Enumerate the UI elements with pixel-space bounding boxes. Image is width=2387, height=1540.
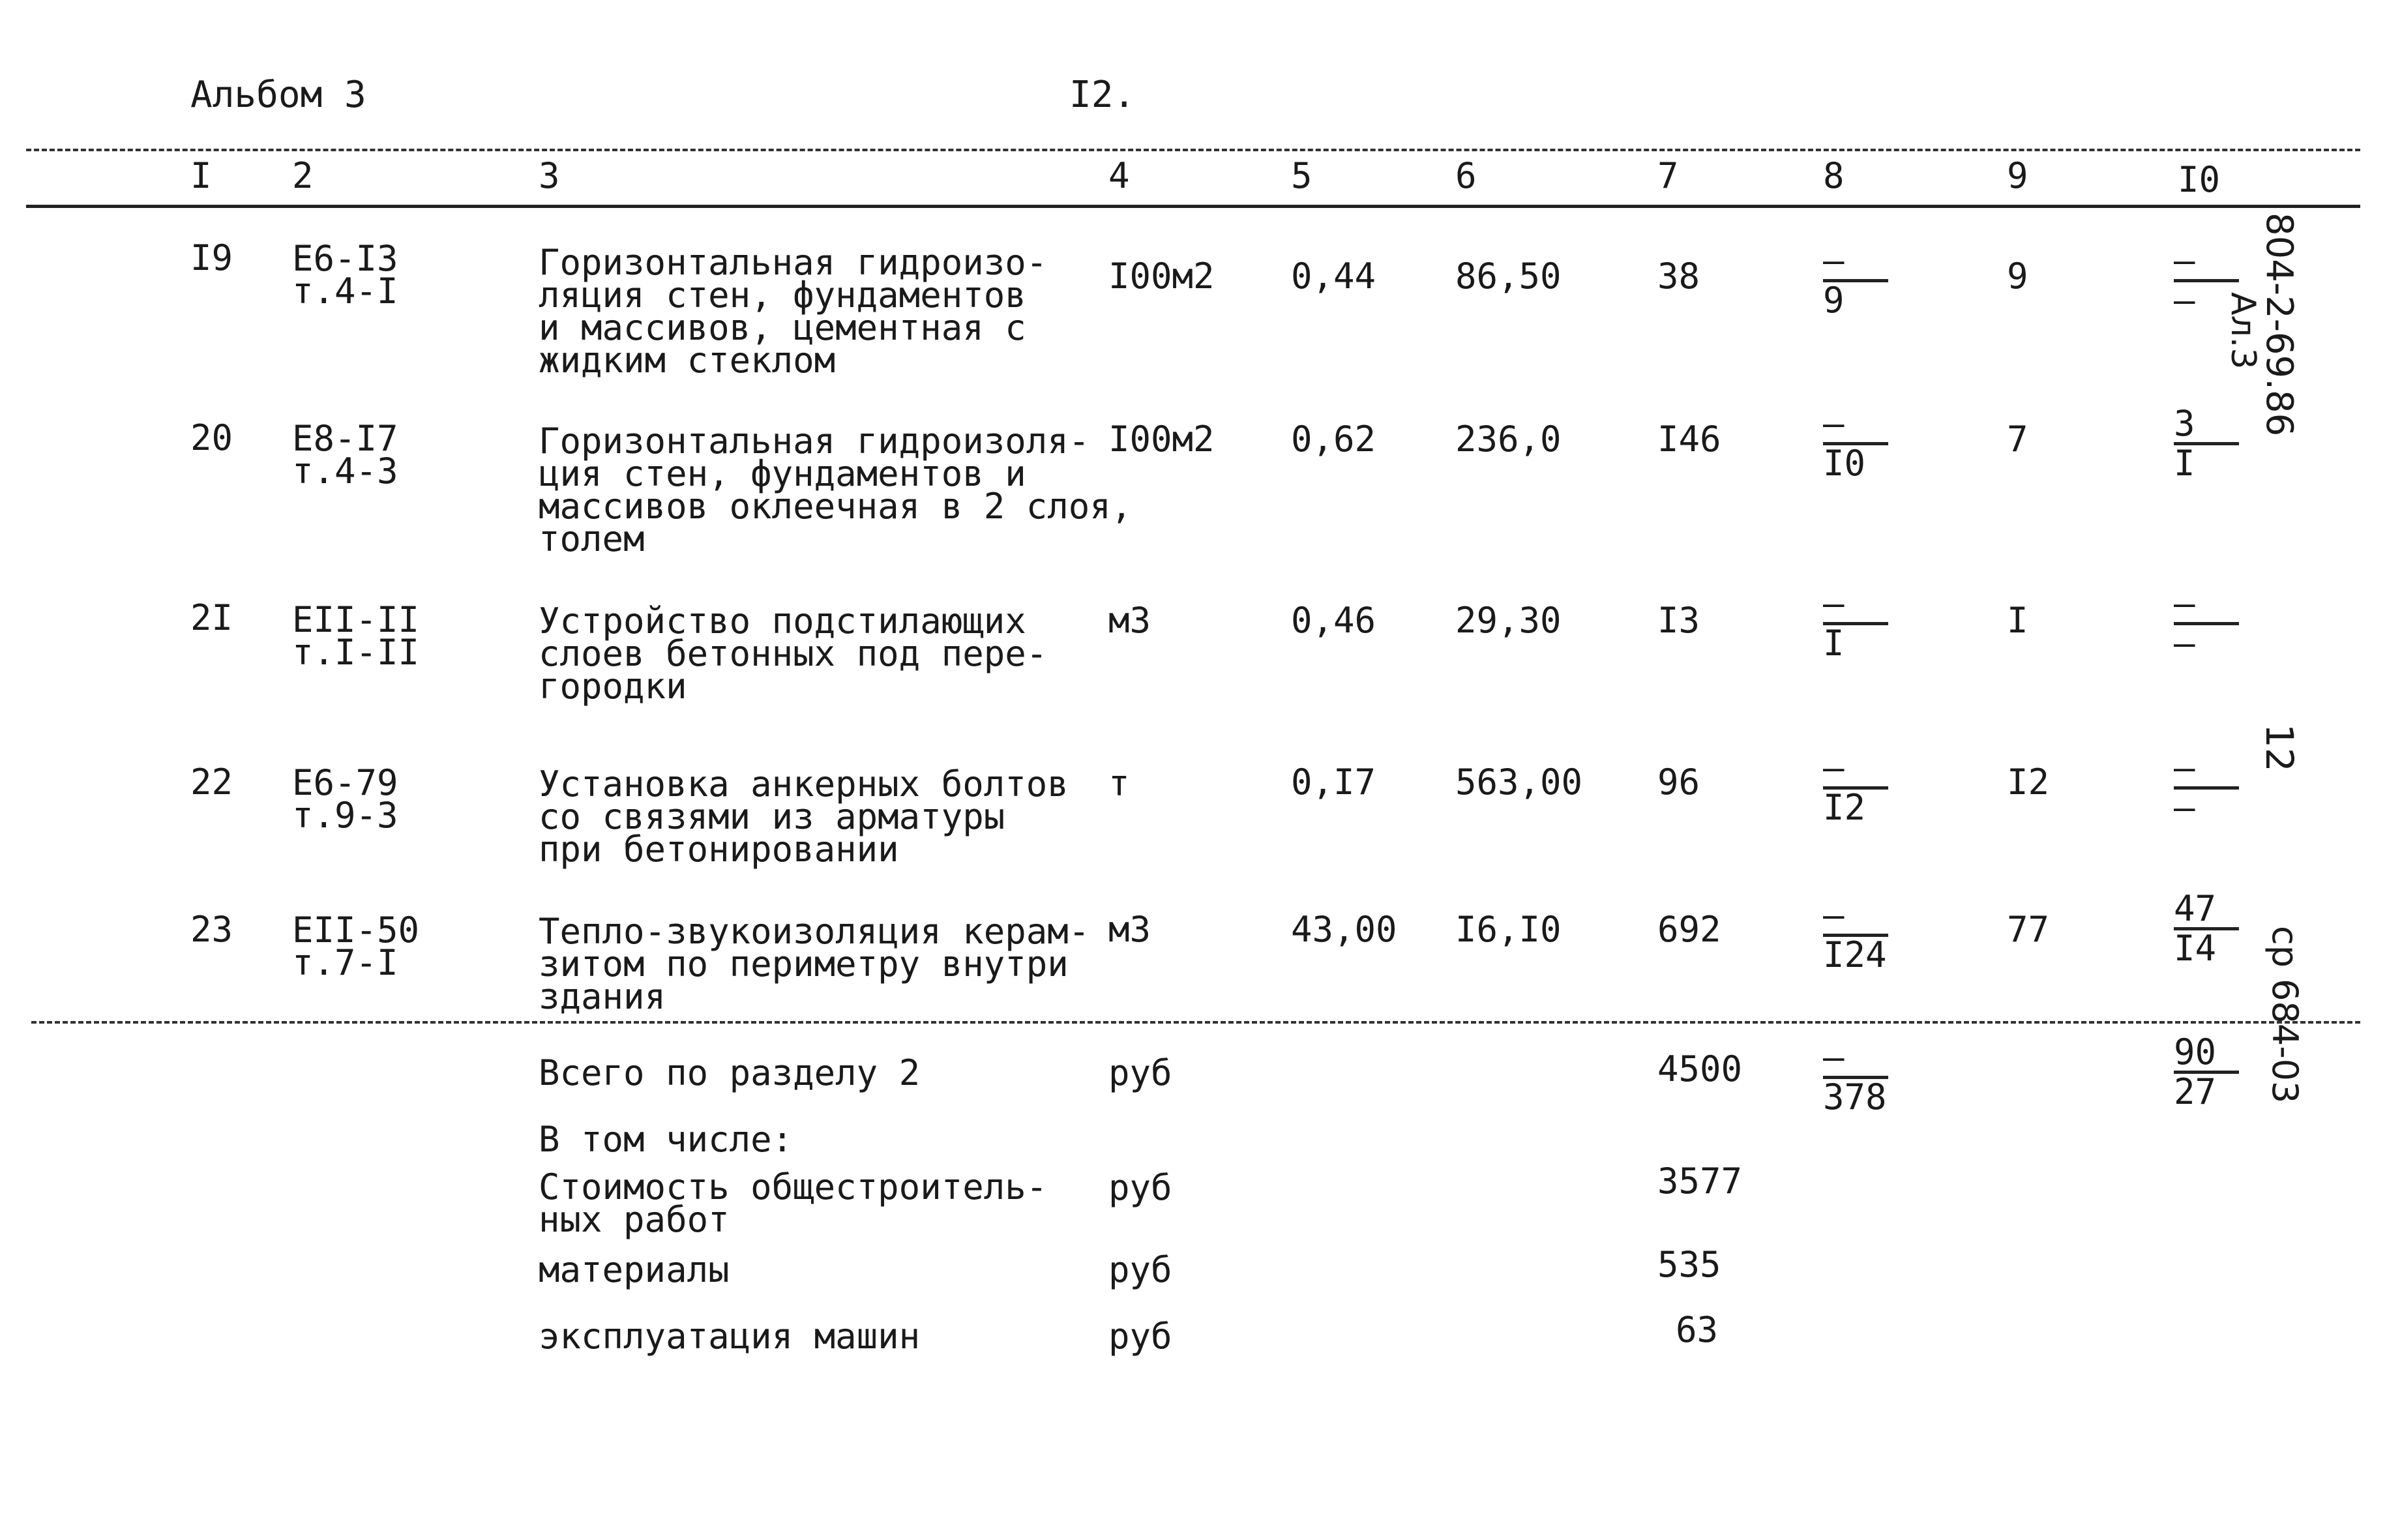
summary-fraction-col8 <box>1823 1039 1895 1116</box>
sheet-number: 12 <box>2257 724 2302 772</box>
column-header-4: 4 <box>1108 155 1130 196</box>
norm-code: Е8-I7 т.4-3 <box>292 418 398 492</box>
summary-item-label: материалы <box>539 1249 730 1290</box>
summary-item-unit: руб <box>1108 1316 1172 1357</box>
including-label: В том числе: <box>539 1119 793 1160</box>
page-number: I2. <box>1069 74 1136 116</box>
row-number: 20 <box>190 417 233 458</box>
fraction-top: – <box>1823 403 1845 444</box>
quantity: 43,00 <box>1291 909 1397 950</box>
fraction-top: – <box>2174 747 2195 788</box>
col9-value: I <box>2007 600 2028 641</box>
row-number: 22 <box>190 762 233 803</box>
column-header-10: I0 <box>2178 159 2221 200</box>
col9-value: 77 <box>2007 909 2050 950</box>
norm-code: Е6-I3 т.4-I <box>292 238 398 312</box>
column-header-8: 8 <box>1823 155 1845 196</box>
fraction-bottom: – <box>2174 623 2195 664</box>
column-header-3: 3 <box>539 155 560 196</box>
unit: м3 <box>1108 600 1151 641</box>
unit-price: 236,0 <box>1455 419 1562 460</box>
column-header-9: 9 <box>2007 155 2028 196</box>
fraction-bottom: I <box>1823 623 1845 664</box>
total-cost: 96 <box>1657 762 1700 803</box>
quantity: 0,I7 <box>1291 762 1376 803</box>
archive-stamp: ср 684-03 <box>2264 926 2305 1104</box>
unit: I00м2 <box>1108 256 1215 297</box>
norm-code: ЕII-II т.I-II <box>292 599 420 673</box>
fraction-col10 <box>2174 585 2246 662</box>
quantity: 0,62 <box>1291 419 1376 460</box>
fraction-top: 47 <box>2174 888 2217 929</box>
fraction-col10 <box>2174 403 2246 484</box>
unit-price: 86,50 <box>1455 256 1562 297</box>
unit: м3 <box>1108 909 1151 950</box>
summary-total-value: 4500 <box>1657 1048 1743 1089</box>
col9-value: 9 <box>2007 256 2028 297</box>
fraction-col10 <box>2174 888 2246 969</box>
column-header-5: 5 <box>1291 155 1312 196</box>
summary-total-unit: руб <box>1108 1052 1172 1093</box>
fraction-top: – <box>1823 895 1845 936</box>
norm-code: Е6-79 т.9-3 <box>292 762 398 836</box>
work-description: Устройство подстилающих слоев бетонных под пере- городки <box>539 600 1048 707</box>
column-header-1: I <box>190 155 212 196</box>
col9-value: 7 <box>2007 419 2028 460</box>
fraction-top: – <box>1823 747 1845 788</box>
fraction-top: – <box>2174 240 2195 281</box>
fraction-bottom: 378 <box>1823 1076 1887 1118</box>
header-top-rule <box>26 149 2360 151</box>
fraction-bottom: I0 <box>1823 443 1866 484</box>
total-cost: I3 <box>1657 600 1700 641</box>
row-number: 23 <box>190 909 233 950</box>
work-description: Горизонтальная гидроизоля- ция стен, фундаментов и массивов оклеечная в 2 слоя, толем <box>539 421 1133 559</box>
section-separator <box>31 1021 2360 1024</box>
work-description: Горизонтальная гидроизо- ляция стен, фундаментов и массивов, цементная с жидким стеклом <box>539 242 1048 381</box>
column-header-6: 6 <box>1455 155 1477 196</box>
unit-price: 29,30 <box>1455 600 1562 641</box>
fraction-top: 3 <box>2174 403 2195 444</box>
fraction-top: – <box>1823 1037 1845 1078</box>
fraction-top: 90 <box>2174 1031 2217 1073</box>
row-number: I9 <box>190 237 233 278</box>
unit-price: 563,00 <box>1455 762 1583 803</box>
fraction-top: – <box>1823 583 1845 624</box>
norm-code: ЕII-50 т.7-I <box>292 910 420 983</box>
fraction-col8 <box>1823 403 1895 484</box>
fraction-bottom: I4 <box>2174 928 2217 969</box>
fraction-col8 <box>1823 897 1895 973</box>
quantity: 0,44 <box>1291 256 1376 297</box>
unit-price: I6,I0 <box>1455 909 1562 950</box>
total-cost: 38 <box>1657 256 1700 297</box>
fraction-bottom: I24 <box>1823 934 1887 975</box>
fraction-bottom: 27 <box>2174 1071 2217 1112</box>
header-bottom-rule <box>26 205 2360 208</box>
column-header-2: 2 <box>292 155 314 196</box>
summary-fraction-col10 <box>2174 1031 2246 1112</box>
summary-total-label: Всего по разделу 2 <box>539 1052 921 1093</box>
fraction-top: – <box>1823 240 1845 281</box>
fraction-top: – <box>2174 583 2195 624</box>
album-label: Альбом 3 <box>190 74 366 116</box>
fraction-col8 <box>1823 585 1895 662</box>
fraction-bottom: 9 <box>1823 280 1845 321</box>
fraction-col8 <box>1823 240 1895 321</box>
total-cost: I46 <box>1657 419 1721 460</box>
quantity: 0,46 <box>1291 600 1376 641</box>
album-reference: Ал.3 <box>2223 292 2262 370</box>
unit: I00м2 <box>1108 419 1215 460</box>
unit: т <box>1108 763 1130 804</box>
summary-item-label: эксплуатация машин <box>539 1316 921 1357</box>
fraction-bottom: I <box>2174 443 2195 484</box>
summary-item-value: 63 <box>1676 1309 1719 1350</box>
work-description: Тепло-звукоизоляция керам- зитом по периметру внутри здания <box>539 911 1090 1017</box>
work-description: Установка анкерных болтов со связями из арматуры при бетонировании <box>539 763 1069 870</box>
col9-value: I2 <box>2007 762 2050 803</box>
fraction-bottom: I2 <box>1823 787 1866 828</box>
summary-item-value: 535 <box>1657 1244 1721 1285</box>
total-cost: 692 <box>1657 909 1721 950</box>
row-number: 2I <box>190 597 233 638</box>
summary-item-unit: руб <box>1108 1249 1172 1290</box>
fraction-col10 <box>2174 747 2246 828</box>
summary-item-value: 3577 <box>1657 1161 1743 1202</box>
summary-item-label: Стоимость общестроитель- ных работ <box>539 1166 1048 1240</box>
summary-item-unit: руб <box>1108 1167 1172 1208</box>
column-header-7: 7 <box>1657 155 1679 196</box>
fraction-bottom: – <box>2174 280 2195 321</box>
fraction-col8 <box>1823 747 1895 828</box>
fraction-bottom: – <box>2174 787 2195 828</box>
document-code: 804-2-69.86 <box>2258 213 2300 437</box>
